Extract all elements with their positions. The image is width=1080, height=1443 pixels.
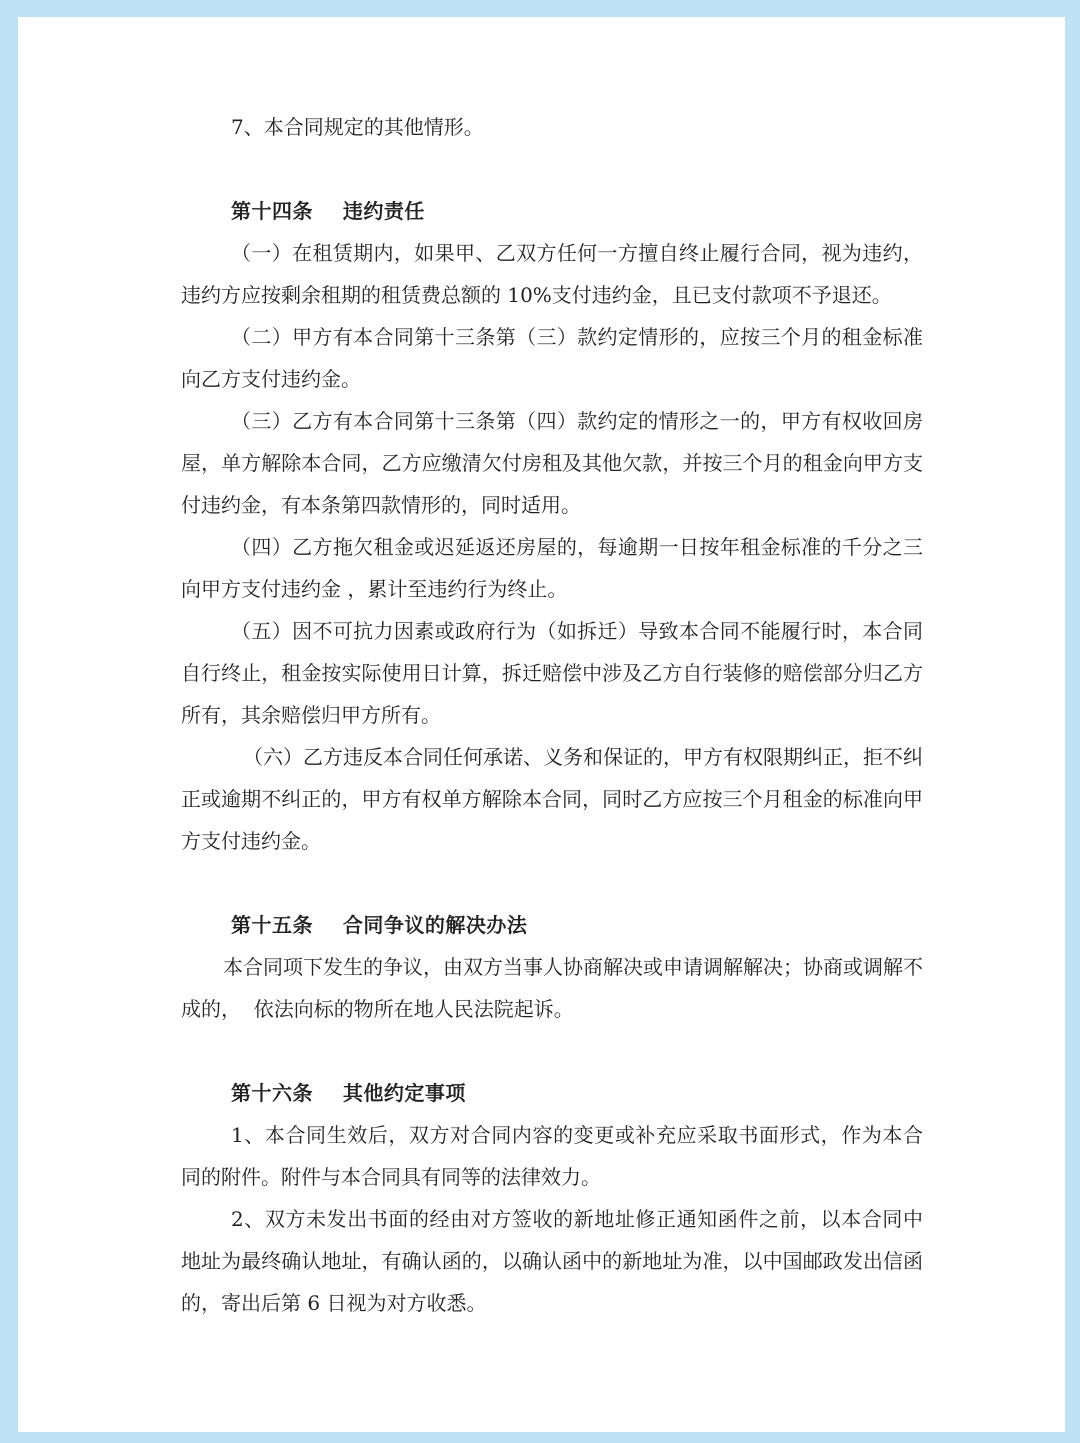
article-16-paragraph-1: 1、本合同生效后，双方对合同内容的变更或补充应采取书面形式，作为本合同的附件。附件与本合同具有同等的法律效力。 [181,1123,923,1189]
spacer [181,862,923,904]
article-15-heading: 第十五条 合同争议的解决办法 [231,913,528,937]
article-14-paragraph-2: （二）甲方有本合同第十三条第（三）款约定情形的，应按三个月的租金标准向乙方支付违约金。 [181,325,923,391]
clause-item-7: 7、本合同规定的其他情形。 [231,115,484,139]
article-14-paragraph-5: （五）因不可抗力因素或政府行为（如拆迁）导致本合同不能履行时，本合同自行终止，租金按实际使用日计算，拆迁赔偿中涉及乙方自行装修的赔偿部分归乙方所有，其余赔偿归甲方所有。 [181,619,923,727]
article-14-heading: 第十四条 违约责任 [231,199,425,223]
article-16-heading: 第十六条 其他约定事项 [231,1081,466,1105]
spacer [181,1030,923,1072]
document-body [181,106,923,1324]
article-15-paragraph-1: 本合同项下发生的争议，由双方当事人协商解决或申请调解解决；协商或调解不成的， 依法向标的物所在地人民法院起诉。 [181,955,923,1021]
spacer [181,148,923,190]
article-16-paragraph-2: 2、双方未发出书面的经由对方签收的新地址修正通知函件之前，以本合同中地址为最终确认地址，有确认函的，以确认函中的新地址为准，以中国邮政发出信函的，寄出后第 6 日视为对方收悉。 [181,1207,923,1315]
article-14-paragraph-6: （六）乙方违反本合同任何承诺、义务和保证的，甲方有权限期纠正，拒不纠正或逾期不纠正的，甲方有权单方解除本合同，同时乙方应按三个月租金的标准向甲方支付违约金。 [181,745,923,853]
article-14-paragraph-1: （一）在租赁期内，如果甲、乙双方任何一方擅自终止履行合同，视为违约，违约方应按剩余租期的租赁费总额的 10%支付违约金，且已支付款项不予退还。 [181,241,923,307]
document-page [18,17,1065,1432]
article-14-paragraph-4: （四）乙方拖欠租金或迟延返还房屋的，每逾期一日按年租金标准的千分之三向甲方支付违约金 ，累计至违约行为终止。 [181,535,923,601]
article-14-paragraph-3: （三）乙方有本合同第十三条第（四）款约定的情形之一的，甲方有权收回房屋，单方解除本合同，乙方应缴清欠付房租及其他欠款，并按三个月的租金向甲方支付违约金，有本条第四款情形的，同时适用。 [181,409,923,517]
